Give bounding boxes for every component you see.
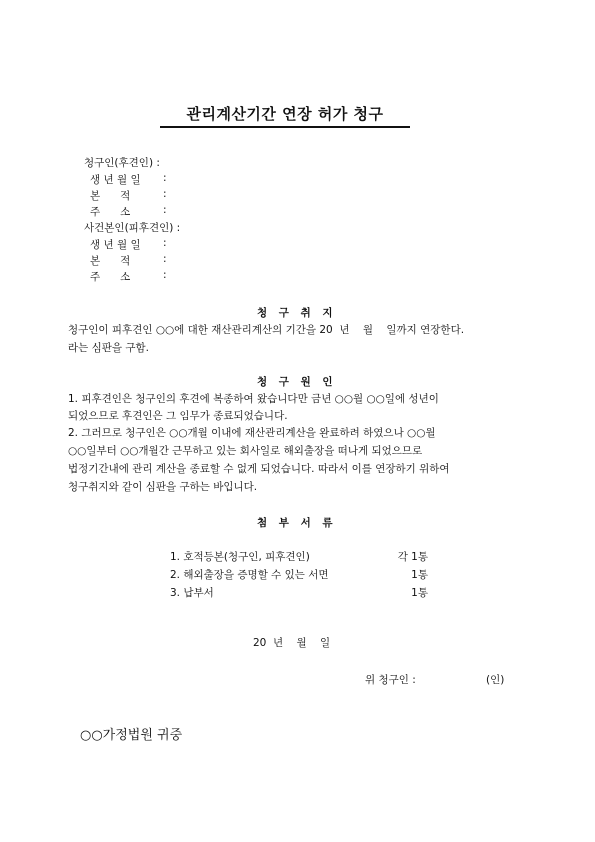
cause-line-2: 되었으므로 후견인은 그 임무가 종료되었습니다. <box>68 410 288 422</box>
attachments-heading: 첨 부 서 류 <box>257 517 337 529</box>
date-line: 20 년 월 일 <box>253 637 331 649</box>
petitioner-address-colon: : <box>163 204 167 216</box>
attachment-qty-2: 1통 <box>411 569 428 581</box>
principal-domicile-label: 본 적 <box>90 255 131 267</box>
principal-birth-label: 생 년 월 일 <box>90 239 141 251</box>
attachment-item-1: 1. 호적등본(청구인, 피후견인) <box>170 551 310 563</box>
seal-mark: (인) <box>486 674 505 686</box>
petitioner-domicile-label: 본 적 <box>90 190 131 202</box>
cause-line-1: 1. 피후견인은 청구인의 후견에 복종하여 왔습니다만 금년 ○○월 ○○일에 성년이 <box>68 393 439 405</box>
title-underline <box>160 126 410 128</box>
court-addressee: ○○가정법원 귀중 <box>80 728 183 743</box>
attachment-qty-1: 각 1통 <box>397 551 428 563</box>
principal-heading: 사건본인(피후견인) : <box>84 222 181 234</box>
purpose-line-2: 라는 심판을 구함. <box>68 342 150 354</box>
signature-label: 위 청구인 : <box>365 674 416 686</box>
petitioner-birth-label: 생 년 월 일 <box>90 174 141 186</box>
principal-address-label: 주 소 <box>90 271 131 283</box>
petitioner-heading: 청구인(후견인) : <box>84 157 160 169</box>
petitioner-address-label: 주 소 <box>90 206 131 218</box>
cause-line-3: 2. 그러므로 청구인은 ○○개월 이내에 재산관리계산을 완료하려 하였으나 ○○월 <box>68 427 436 439</box>
document-title: 관리계산기간 연장 허가 청구 <box>186 105 384 123</box>
cause-line-4: ○○일부터 ○○개월간 근무하고 있는 회사일로 해외출장을 떠나게 되었으므로 <box>68 445 423 457</box>
cause-line-6: 청구취지와 같이 심판을 구하는 바입니다. <box>68 481 258 493</box>
attachment-item-3: 3. 납부서 <box>170 587 214 599</box>
petitioner-domicile-colon: : <box>163 188 167 200</box>
principal-birth-colon: : <box>163 237 167 249</box>
attachment-qty-3: 1통 <box>411 587 428 599</box>
principal-address-colon: : <box>163 269 167 281</box>
cause-heading: 청 구 원 인 <box>257 376 337 388</box>
purpose-line-1: 청구인이 피후견인 ○○에 대한 재산관리계산의 기간을 20 년 월 일까지 연장한다. <box>68 324 465 336</box>
attachment-item-2: 2. 해외출장을 증명할 수 있는 서면 <box>170 569 329 581</box>
purpose-heading: 청 구 취 지 <box>257 307 337 319</box>
principal-domicile-colon: : <box>163 253 167 265</box>
petitioner-birth-colon: : <box>163 172 167 184</box>
cause-line-5: 법정기간내에 관리 계산을 종료할 수 없게 되었습니다. 따라서 이를 연장하기 위하여 <box>68 463 450 475</box>
